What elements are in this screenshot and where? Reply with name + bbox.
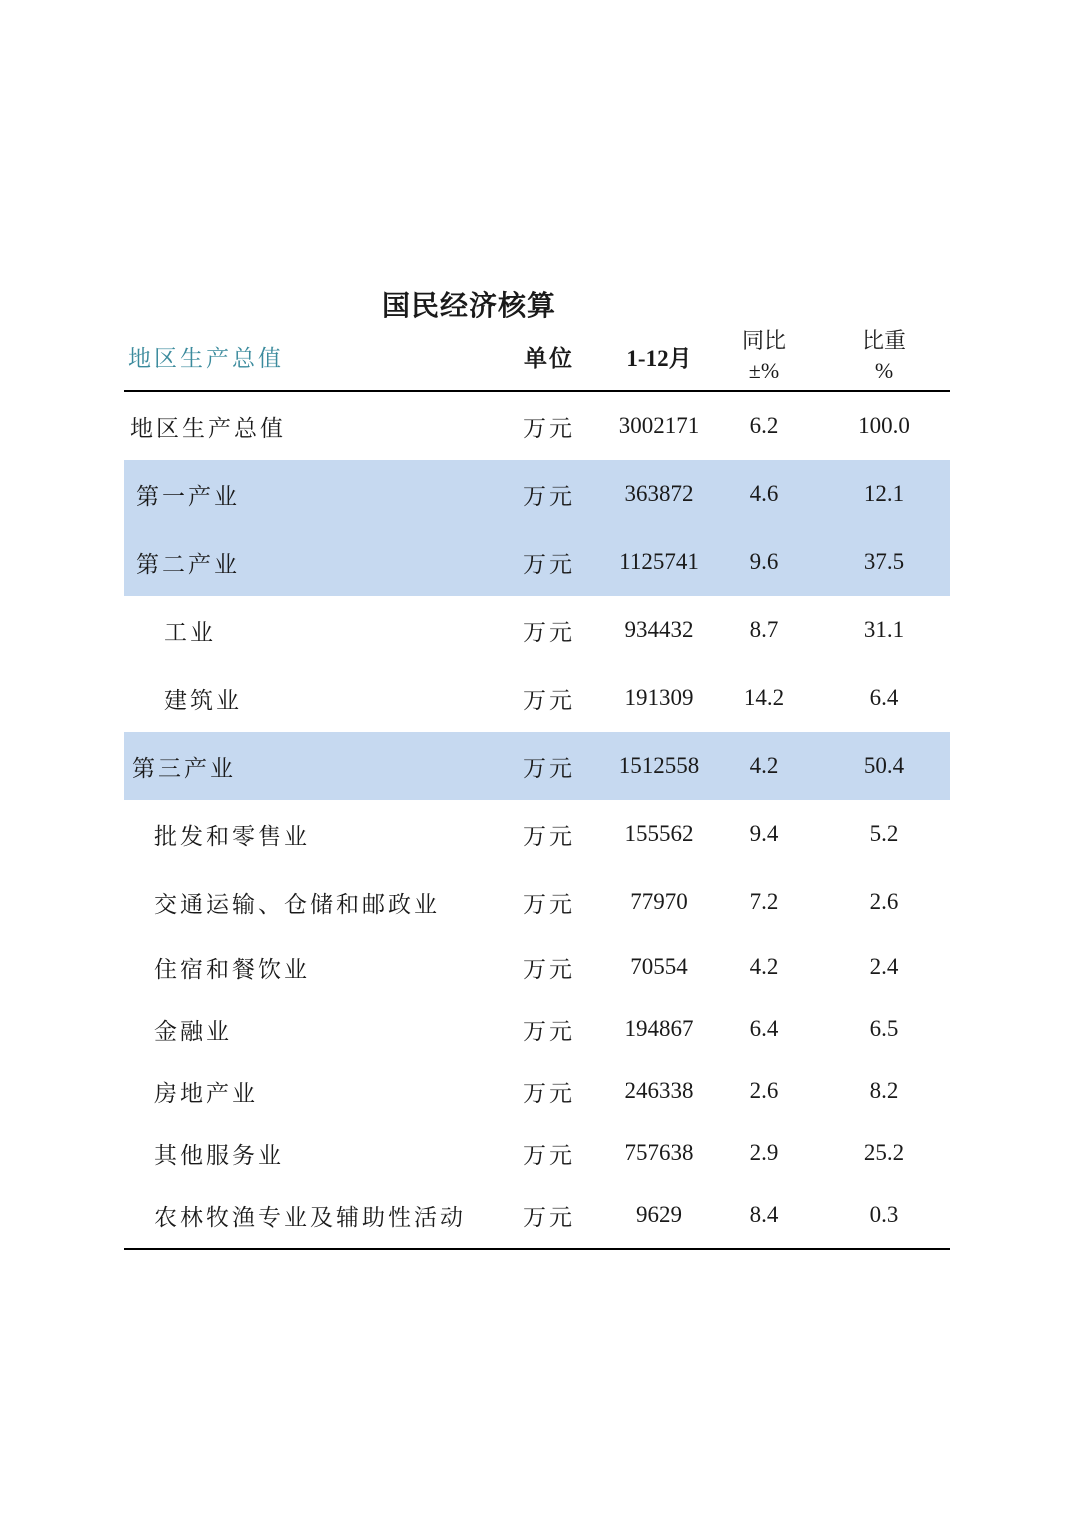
row-yoy: 4.6: [749, 481, 779, 506]
row-unit: 万元: [523, 551, 575, 578]
row-unit: 万元: [523, 483, 575, 510]
row-yoy: 6.2: [749, 413, 779, 438]
row-value: 1512558: [618, 753, 700, 778]
row-yoy: 2.6: [749, 1078, 779, 1103]
row-yoy: 8.7: [749, 617, 779, 642]
row-share: 5.2: [869, 821, 899, 846]
table-bottom-rule: [124, 1248, 950, 1250]
row-name: 住宿和餐饮业: [154, 956, 310, 983]
table-row: [124, 664, 950, 732]
row-name: 农林牧渔专业及辅助性活动: [154, 1204, 466, 1231]
row-yoy: 9.4: [749, 821, 779, 846]
table-row: [124, 868, 950, 936]
row-name: 第二产业: [136, 551, 240, 578]
row-value: 1125741: [619, 549, 699, 574]
table-row: [124, 1184, 950, 1246]
row-unit: 万元: [523, 619, 575, 646]
column-header-share-line2: %: [874, 358, 894, 383]
row-share: 8.2: [869, 1078, 899, 1103]
row-yoy: 4.2: [749, 753, 779, 778]
column-header-yoy-line1: 同比: [741, 328, 786, 353]
row-unit: 万元: [523, 1142, 575, 1169]
row-unit: 万元: [523, 1080, 575, 1107]
row-share: 2.4: [869, 954, 899, 979]
row-share: 31.1: [863, 617, 905, 642]
row-name: 交通运输、仓储和邮政业: [154, 891, 440, 918]
table-row: [124, 936, 950, 998]
row-yoy: 14.2: [743, 685, 785, 710]
row-name: 第一产业: [136, 483, 240, 510]
table-header: [124, 322, 950, 392]
row-unit: 万元: [523, 755, 575, 782]
table-row: [124, 1060, 950, 1122]
row-value: 9629: [636, 1202, 682, 1227]
row-value: 194867: [624, 1016, 694, 1041]
row-share: 50.4: [863, 753, 905, 778]
column-header-share-line1: 比重: [861, 328, 906, 353]
row-name: 其他服务业: [154, 1142, 284, 1169]
table-row: [124, 1122, 950, 1184]
row-name: 金融业: [154, 1018, 232, 1045]
row-unit: 万元: [523, 956, 575, 983]
column-header-period: 1-12月: [626, 345, 692, 371]
gdp-table: [124, 322, 950, 1246]
row-share: 25.2: [863, 1140, 905, 1165]
table-row: [124, 998, 950, 1060]
row-value: 757638: [624, 1140, 694, 1165]
row-unit: 万元: [523, 687, 575, 714]
row-share: 100.0: [858, 413, 910, 438]
row-yoy: 9.6: [749, 549, 779, 574]
row-unit: 万元: [523, 415, 575, 442]
table-row: [124, 392, 950, 460]
column-header-yoy-line2: ±%: [748, 358, 780, 383]
row-value: 191309: [624, 685, 694, 710]
row-name: 地区生产总值: [130, 415, 286, 442]
column-header-yoy: [714, 322, 814, 390]
row-name: 第三产业: [132, 755, 236, 782]
row-unit: 万元: [523, 1204, 575, 1231]
row-name: 建筑业: [164, 687, 242, 714]
row-yoy: 2.9: [749, 1140, 779, 1165]
table-row: [124, 732, 950, 800]
row-name: 房地产业: [154, 1080, 258, 1107]
table-row: [124, 596, 950, 664]
row-value: 3002171: [618, 413, 700, 438]
row-yoy: 8.4: [749, 1202, 779, 1227]
row-yoy: 6.4: [749, 1016, 779, 1041]
column-header-unit: 单位: [524, 344, 574, 372]
row-value: 363872: [624, 481, 694, 506]
row-share: 0.3: [869, 1202, 899, 1227]
row-yoy: 4.2: [749, 954, 779, 979]
table-row: [124, 528, 950, 596]
table-row: [124, 800, 950, 868]
row-name: 批发和零售业: [154, 823, 310, 850]
row-share: 6.4: [869, 685, 899, 710]
row-value: 77970: [630, 889, 688, 914]
table-row: [124, 460, 950, 528]
row-value: 70554: [630, 954, 688, 979]
row-value: 246338: [624, 1078, 694, 1103]
row-share: 37.5: [863, 549, 905, 574]
row-unit: 万元: [523, 1018, 575, 1045]
page-title: 国民经济核算: [381, 289, 556, 322]
section-title: 地区生产总值: [128, 345, 284, 372]
row-name: 工业: [164, 619, 216, 646]
row-yoy: 7.2: [749, 889, 779, 914]
row-value: 155562: [624, 821, 694, 846]
row-unit: 万元: [523, 891, 575, 918]
row-share: 6.5: [869, 1016, 899, 1041]
row-unit: 万元: [523, 823, 575, 850]
column-header-share: [829, 322, 939, 390]
row-value: 934432: [624, 617, 694, 642]
row-share: 2.6: [869, 889, 899, 914]
row-share: 12.1: [863, 481, 905, 506]
